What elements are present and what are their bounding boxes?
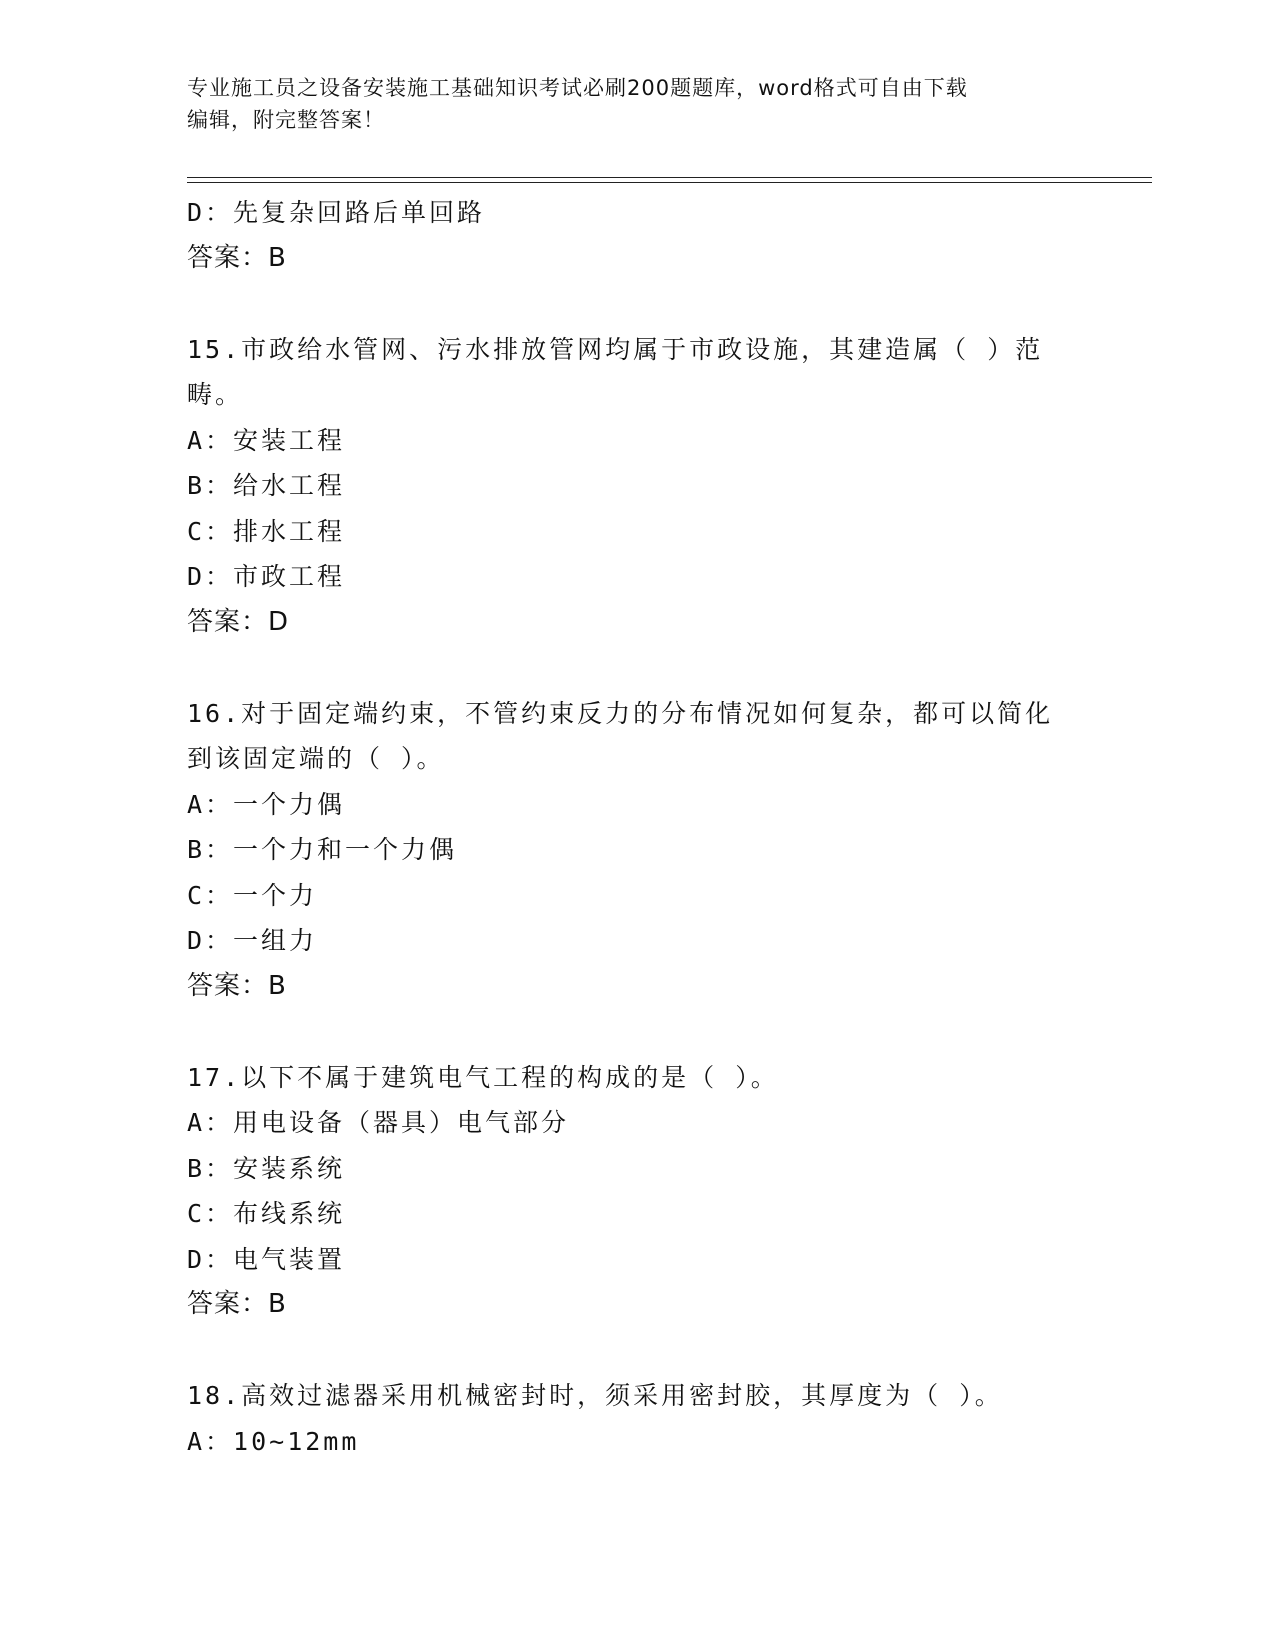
question-16 bbox=[187, 691, 1087, 1010]
question-stem: 16.对于固定端约束，不管约束反力的分布情况如何复杂，都可以简化 bbox=[187, 698, 1054, 728]
answer-line: 答案：D bbox=[187, 606, 290, 637]
question-stem: 15.市政给水管网、污水排放管网均属于市政设施，其建造属（ ）范 bbox=[187, 334, 1044, 364]
document-header bbox=[187, 72, 1087, 136]
option-a: A：安装工程 bbox=[187, 425, 346, 455]
header-title-line-2: 编辑，附完整答案！ bbox=[187, 108, 385, 132]
spacer bbox=[187, 281, 1087, 327]
question-stem: 17.以下不属于建筑电气工程的构成的是（ ）。 bbox=[187, 1062, 779, 1092]
header-title-line-1: 专业施工员之设备安装施工基础知识考试必刷200题题库，word格式可自由下载 bbox=[187, 76, 968, 100]
question-stem: 18.高效过滤器采用机械密封时，须采用密封胶，其厚度为（ ）。 bbox=[187, 1381, 1003, 1410]
option-d: D：市政工程 bbox=[187, 562, 346, 591]
option-a: A：一个力偶 bbox=[187, 789, 346, 819]
header-divider-bottom bbox=[187, 182, 1152, 183]
option-b: B：一个力和一个力偶 bbox=[187, 835, 458, 864]
option-b: B：给水工程 bbox=[187, 471, 346, 500]
option-d: D：一组力 bbox=[187, 926, 318, 955]
question-stem-continued: 到该固定端的（ ）。 bbox=[187, 744, 445, 773]
answer-line: 答案：B bbox=[187, 1289, 287, 1319]
option-c: C：排水工程 bbox=[187, 516, 346, 546]
question-17 bbox=[187, 1055, 1087, 1328]
question-18 bbox=[187, 1373, 1087, 1464]
question-list bbox=[187, 190, 1087, 1464]
answer-line: 答案：B bbox=[187, 242, 287, 273]
header-divider-top bbox=[187, 177, 1152, 178]
option-a: A：用电设备（器具）电气部分 bbox=[187, 1108, 570, 1137]
option-c: C：布线系统 bbox=[187, 1199, 346, 1228]
question-14-tail bbox=[187, 190, 1087, 281]
option-a: A：10~12mm bbox=[187, 1426, 360, 1456]
spacer bbox=[187, 1009, 1087, 1055]
question-stem-continued: 畴。 bbox=[187, 380, 244, 409]
option-d: D：先复杂回路后单回路 bbox=[187, 198, 486, 227]
question-15 bbox=[187, 327, 1087, 646]
option-b: B：安装系统 bbox=[187, 1153, 346, 1183]
spacer bbox=[187, 645, 1087, 691]
option-d: D：电气装置 bbox=[187, 1244, 346, 1274]
answer-line: 答案：B bbox=[187, 970, 287, 1001]
spacer bbox=[187, 1328, 1087, 1374]
option-c: C：一个力 bbox=[187, 880, 318, 910]
